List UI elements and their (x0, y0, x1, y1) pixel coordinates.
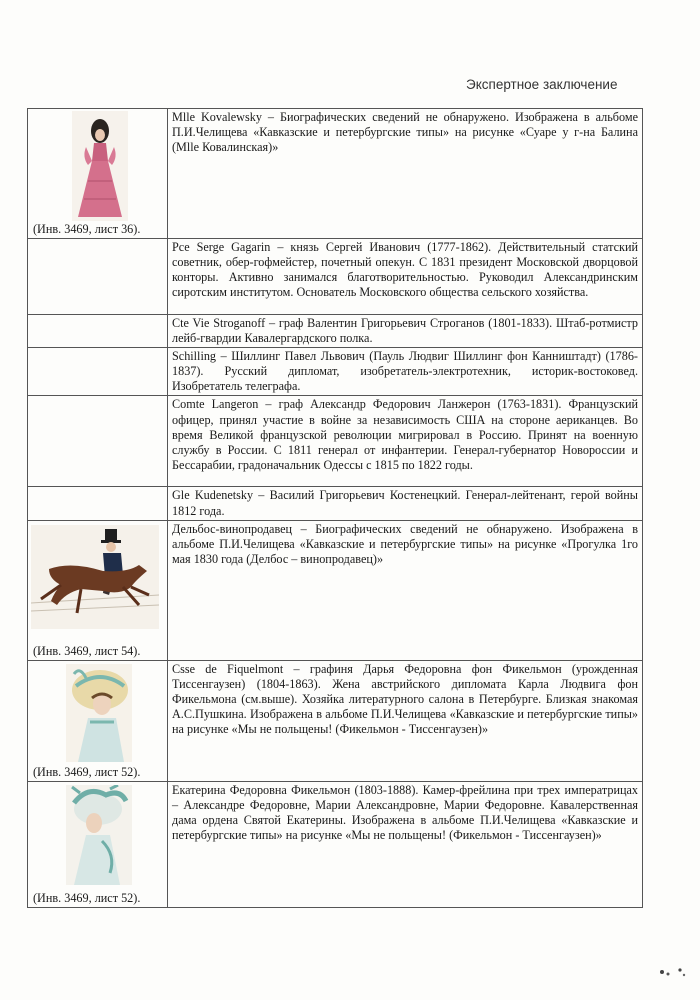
image-cell (28, 487, 168, 520)
lady-bonnet-drawing-icon (66, 664, 132, 762)
table-row (28, 660, 643, 781)
image-cell (28, 348, 168, 396)
image-caption: (Инв. 3469, лист 36). (33, 221, 141, 236)
table-row (28, 315, 643, 348)
image-cell (28, 660, 168, 781)
row-text: Дельбос-винопродавец – Биографических сведений не обнаружено. Изображена в альбоме П.И.Челищева «Кавказские и петербургские типы» на рисунке «Прогулка 1го мая 1830 года (Делбос – винопродавец)» (168, 520, 643, 660)
row-text: Schilling – Шиллинг Павел Львович (Пауль Людвиг Шиллинг фон Канништадт) (1786-1837). Русский дипломат, изобретатель-электротехник, историк-востоковед. Изобретатель телеграфа. (168, 348, 643, 396)
table-row (28, 239, 643, 315)
image-caption: (Инв. 3469, лист 52). (33, 764, 141, 779)
scan-speck-icon (650, 962, 690, 982)
row-text: Pce Serge Gagarin – князь Сергей Иванович (1777-1862). Действительный статский советник, обер-гофмейстер, почетный опекун. С 1831 президент Московской дворцовой конторы. Активно занимался благотворительностью. Руководил Александринским сиротским институтом. Основатель Московского общества сельского хозяйства. (168, 239, 643, 315)
image-cell (28, 781, 168, 907)
image-cell (28, 396, 168, 487)
image-cell (28, 239, 168, 315)
image-cell (28, 109, 168, 239)
document-header: Экспертное заключение (466, 77, 618, 92)
lady-pink-dress-drawing-icon (72, 111, 128, 221)
table-row (28, 396, 643, 487)
expert-table (27, 108, 643, 908)
row-text: Csse de Fiquelmont – графиня Дарья Федоровна фон Фикельмон (урожденная Тиссенгаузен) (1804-1863). Жена австрийского дипломата Карла Людвига фон Фикельмона (см.выше). Хозяйка литературного салона в Петербурге. Близкая знакомая А.С.Пушкина. Изображена в альбоме П.И.Челищева «Кавказские и петербургские типы» на рисунке «Мы не польщены! (Фикельмон - Тиссенгаузен)» (168, 660, 643, 781)
table-row (28, 781, 643, 907)
table-row (28, 487, 643, 520)
row-text: Екатерина Федоровна Фикельмон (1803-1888). Камер-фрейлина при трех императрицах – Александре Федоровне, Марии Александровне, Марии Федоровне. Кавалерственная дама ордена Святой Екатерины. Изображена в альбоме П.И.Челищева «Кавказские и петербургские типы» на рисунке «Мы не польщены! (Фикельмон - Тиссенгаузен)» (168, 781, 643, 907)
table-row (28, 520, 643, 660)
row-text: Cte Vie Stroganoff – граф Валентин Григорьевич Строганов (1801-1833). Штаб-ротмистр лейб-гвардии Кавалергардского полка. (168, 315, 643, 348)
table-row (28, 109, 643, 239)
row-text: Gle Kudenetsky – Василий Григорьевич Костенецкий. Генерал-лейтенант, герой войны 1812 года. (168, 487, 643, 520)
image-cell (28, 315, 168, 348)
row-text: Mlle Kovalewsky – Биографических сведений не обнаружено. Изображена в альбоме П.И.Челищева «Кавказские и петербургские типы» на рисунке «Суаре у г-на Балина (Mlle Ковалинская)» (168, 109, 643, 239)
lady-bonnet-drawing-icon (66, 785, 132, 885)
table-row (28, 348, 643, 396)
image-caption: (Инв. 3469, лист 54). (33, 643, 141, 658)
image-cell (28, 520, 168, 660)
image-caption: (Инв. 3469, лист 52). (33, 890, 141, 905)
horse-rider-drawing-icon (31, 525, 159, 629)
row-text: Comte Langeron – граф Александр Федорович Ланжерон (1763-1831). Французский офицер, принял участие в войне за независимость США на стороне аериканцев. Во время Великой французской революции мигрировал в Россию. Принят на военную службу в России. С 1811 генерал от инфантерии. Генерал-губернатор Новороссии и Бессарабии, градоначальник Одессы с 1815 по 1822 годы. (168, 396, 643, 487)
